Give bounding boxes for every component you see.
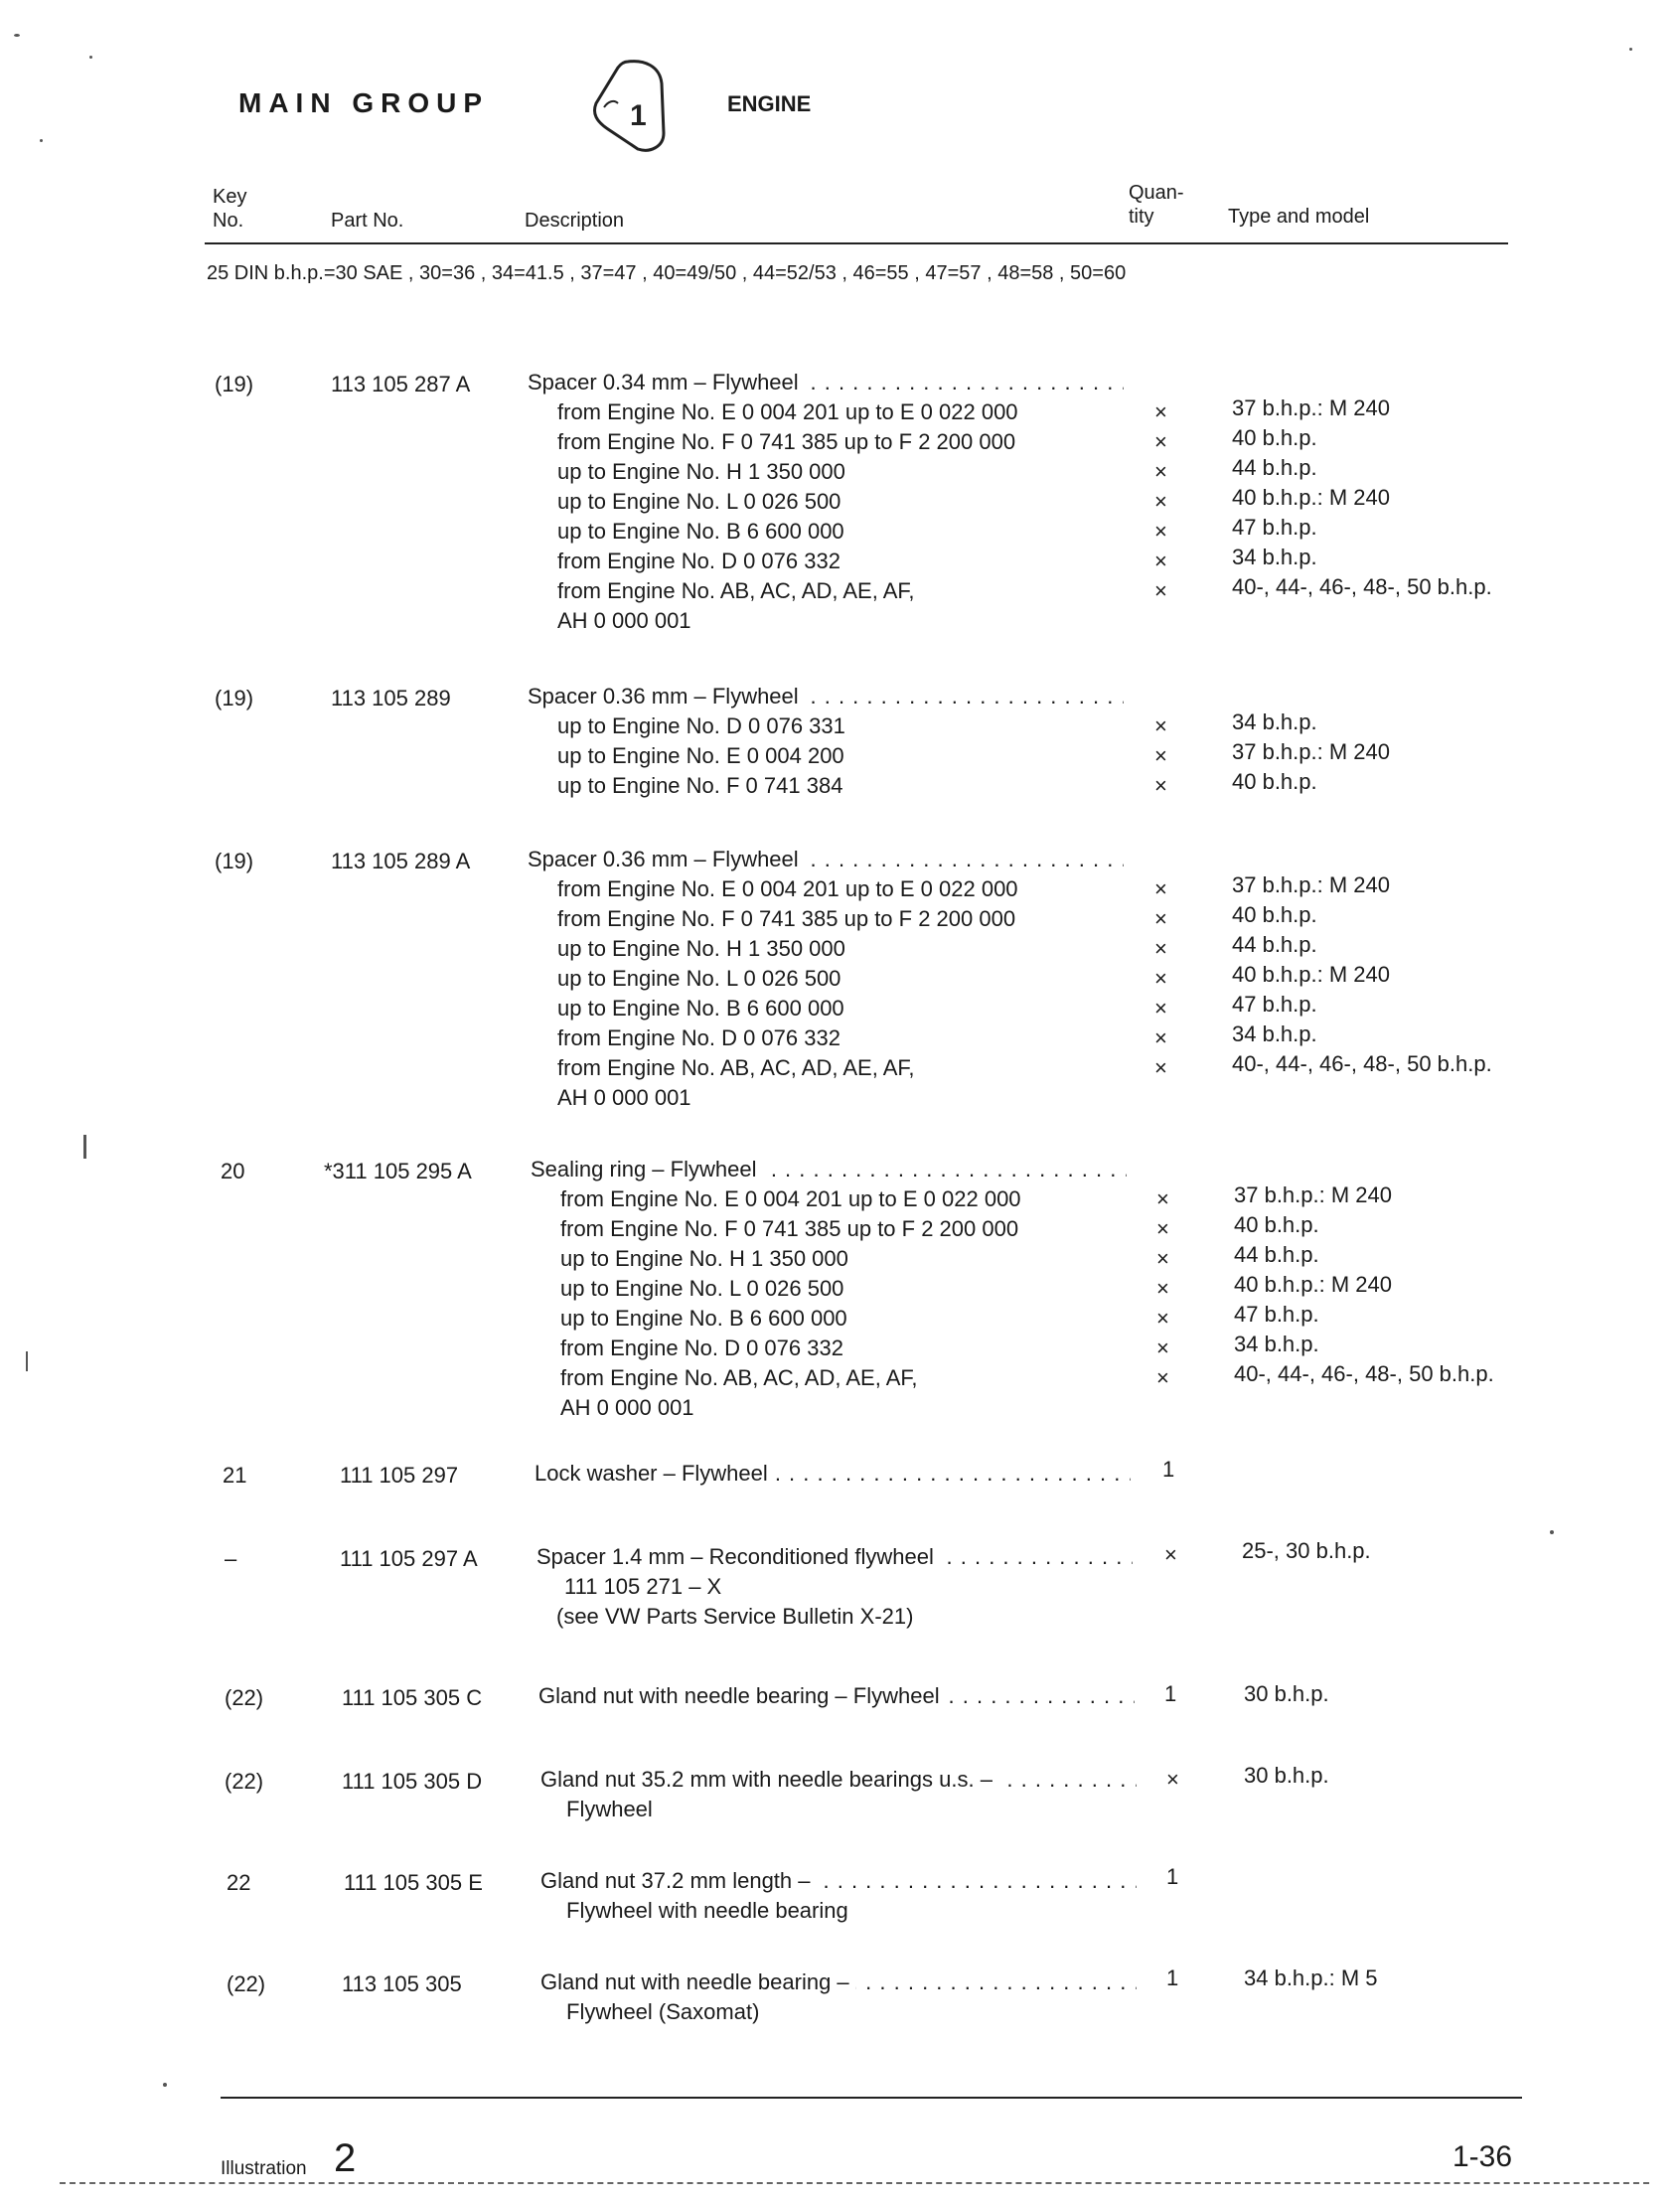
type-model: 37 b.h.p.: M 240 40 b.h.p. 44 b.h.p. 40 b.h.p.: M 240 47 b.h.p. 34 b.h.p. 40-, 44-, 46-, 48-, 50 b.h.p. — [1234, 1182, 1494, 1386]
quantity: × × × × × × × — [1154, 876, 1167, 1080]
description-line: up to Engine No. H 1 350 000 — [560, 1246, 848, 1271]
description-line: up to Engine No. E 0 004 200 — [557, 743, 844, 768]
header-rule — [205, 242, 1508, 244]
description — [538, 1681, 1135, 1711]
description-line: from Engine No. F 0 741 385 up to F 2 200 000 — [557, 429, 1016, 454]
key-number: (22) — [225, 1685, 264, 1710]
description-line: from Engine No. E 0 004 201 up to E 0 022 000 — [557, 399, 1018, 424]
key-number: – — [225, 1546, 237, 1571]
illustration-number: 2 — [334, 2136, 357, 2180]
col-type-header: Type and model — [1228, 206, 1370, 228]
type-model: 37 b.h.p.: M 240 40 b.h.p. 44 b.h.p. 40 b.h.p.: M 240 47 b.h.p. 34 b.h.p. 40-, 44-, 46-, 48-, 50 b.h.p. — [1232, 872, 1492, 1076]
description-title: Gland nut with needle bearing – — [540, 1969, 855, 1994]
description-line: from Engine No. E 0 004 201 up to E 0 022 000 — [557, 876, 1018, 901]
description — [528, 368, 1124, 636]
description-title: Spacer 0.34 mm – Flywheel — [528, 370, 805, 394]
description-line: Flywheel — [566, 1797, 653, 1821]
part-number: 111 105 297 A — [340, 1546, 478, 1571]
description-line: from Engine No. D 0 076 332 — [560, 1336, 843, 1360]
description-line: from Engine No. AB, AC, AD, AE, AF, — [557, 578, 915, 603]
footer-rule — [221, 2097, 1522, 2099]
key-number: (22) — [225, 1769, 264, 1794]
description-line: up to Engine No. L 0 026 500 — [557, 966, 841, 991]
description-line: from Engine No. F 0 741 385 up to F 2 200 000 — [560, 1216, 1019, 1241]
scan-speck — [26, 1351, 28, 1371]
description-title: Spacer 1.4 mm – Reconditioned flywheel — [536, 1544, 940, 1569]
key-number: (19) — [215, 849, 254, 873]
key-number: (22) — [227, 1971, 266, 1996]
description-line: up to Engine No. B 6 600 000 — [557, 996, 844, 1021]
description-line: Flywheel (Saxomat) — [566, 1999, 760, 2024]
col-description-header: Description — [525, 210, 625, 232]
description-line: up to Engine No. B 6 600 000 — [560, 1306, 847, 1331]
group-number: 1 — [630, 99, 647, 132]
part-number: 113 105 305 — [342, 1971, 462, 1996]
description — [536, 1542, 1133, 1632]
quantity: 1 — [1166, 1966, 1179, 1990]
description — [535, 1459, 1131, 1489]
scan-speck — [1550, 1530, 1554, 1534]
description-line: Flywheel with needle bearing — [566, 1898, 848, 1923]
type-model: 25-, 30 b.h.p. — [1242, 1538, 1371, 1563]
description-title: Gland nut with needle bearing – Flywheel — [538, 1683, 946, 1708]
col-key-header: Key No. — [213, 186, 247, 232]
group-emblem-icon — [588, 56, 670, 155]
description-line: from Engine No. AB, AC, AD, AE, AF, — [557, 1055, 915, 1080]
description-title: Spacer 0.36 mm – Flywheel — [528, 847, 805, 871]
col-part-header: Part No. — [331, 210, 404, 232]
key-number: 21 — [223, 1463, 247, 1488]
type-model: 34 b.h.p.: M 5 — [1244, 1966, 1378, 1990]
section-title: ENGINE — [727, 91, 812, 116]
key-number: 22 — [227, 1870, 251, 1895]
main-group-label: MAIN GROUP — [238, 87, 489, 118]
description-line: up to Engine No. F 0 741 384 — [557, 773, 843, 798]
description-line: AH 0 000 001 — [560, 1395, 694, 1420]
quantity: × × × × × × × — [1156, 1186, 1169, 1390]
description-line: AH 0 000 001 — [557, 1085, 691, 1110]
description-title: Spacer 0.36 mm – Flywheel — [528, 684, 805, 708]
description — [531, 1155, 1127, 1423]
part-number: 111 105 305 D — [342, 1769, 483, 1794]
description-line: from Engine No. AB, AC, AD, AE, AF, — [560, 1365, 918, 1390]
key-number: (19) — [215, 372, 254, 396]
quantity: × × × × × × × — [1154, 399, 1167, 603]
description-line: from Engine No. D 0 076 332 — [557, 549, 840, 573]
part-number: 113 105 287 A — [331, 372, 471, 396]
hp-conversion-note: 25 DIN b.h.p.=30 SAE , 30=36 , 34=41.5 , 37=47 , 40=49/50 , 44=52/53 , 46=55 , 47=57 , 48=58 , 50=60 — [207, 262, 1127, 284]
description-line: up to Engine No. L 0 026 500 — [560, 1276, 844, 1301]
scan-speck — [89, 56, 92, 59]
description-title: Lock washer – Flywheel — [535, 1461, 774, 1486]
part-number: 111 105 297 — [340, 1463, 459, 1488]
description-line: up to Engine No. D 0 076 331 — [557, 713, 845, 738]
illustration-label: Illustration — [221, 2158, 307, 2179]
description-line: up to Engine No. H 1 350 000 — [557, 459, 845, 484]
quantity: × × × — [1154, 713, 1167, 798]
description-title: Gland nut 37.2 mm length – — [540, 1868, 817, 1893]
description-line: up to Engine No. H 1 350 000 — [557, 936, 845, 961]
key-number: 20 — [221, 1159, 245, 1183]
description-line: from Engine No. D 0 076 332 — [557, 1025, 840, 1050]
description — [528, 845, 1124, 1113]
scan-speck — [40, 139, 43, 142]
description-line: up to Engine No. B 6 600 000 — [557, 519, 844, 544]
description-line: up to Engine No. L 0 026 500 — [557, 489, 841, 514]
scan-speck — [1629, 48, 1632, 51]
description-line: 111 105 271 – X — [564, 1574, 722, 1599]
part-number: 111 105 305 E — [344, 1870, 483, 1895]
scan-speck — [83, 1135, 86, 1159]
description-line: from Engine No. F 0 741 385 up to F 2 200 000 — [557, 906, 1016, 931]
scan-edge-line — [60, 2182, 1649, 2184]
quantity: × — [1164, 1542, 1177, 1567]
quantity: 1 — [1166, 1864, 1179, 1889]
part-number: 113 105 289 A — [331, 849, 471, 873]
quantity: 1 — [1162, 1457, 1175, 1482]
description — [540, 1967, 1137, 2027]
type-model: 37 b.h.p.: M 240 40 b.h.p. 44 b.h.p. 40 b.h.p.: M 240 47 b.h.p. 34 b.h.p. 40-, 44-, 46-, 48-, 50 b.h.p. — [1232, 395, 1492, 599]
part-number: 111 105 305 C — [342, 1685, 483, 1710]
part-number: *311 105 295 A — [324, 1159, 472, 1183]
type-model: 30 b.h.p. — [1244, 1763, 1329, 1788]
type-model: 30 b.h.p. — [1244, 1681, 1329, 1706]
description-line: (see VW Parts Service Bulletin X-21) — [556, 1604, 914, 1629]
type-model: 34 b.h.p. 37 b.h.p.: M 240 40 b.h.p. — [1232, 709, 1390, 794]
scan-speck — [14, 34, 20, 37]
scan-speck — [163, 2083, 167, 2087]
description-title: Sealing ring – Flywheel — [531, 1157, 762, 1181]
quantity: 1 — [1164, 1681, 1177, 1706]
description — [528, 682, 1124, 801]
description-line: from Engine No. E 0 004 201 up to E 0 022 000 — [560, 1186, 1021, 1211]
page-number: 1-36 — [1452, 2140, 1513, 2173]
description — [540, 1866, 1137, 1926]
key-number: (19) — [215, 686, 254, 710]
col-quantity-header: Quan- tity — [1129, 182, 1184, 228]
description-title: Gland nut 35.2 mm with needle bearings u.s. – — [540, 1767, 998, 1792]
description-line: AH 0 000 001 — [557, 608, 691, 633]
quantity: × — [1166, 1767, 1179, 1792]
description — [540, 1765, 1137, 1824]
part-number: 113 105 289 — [331, 686, 451, 710]
